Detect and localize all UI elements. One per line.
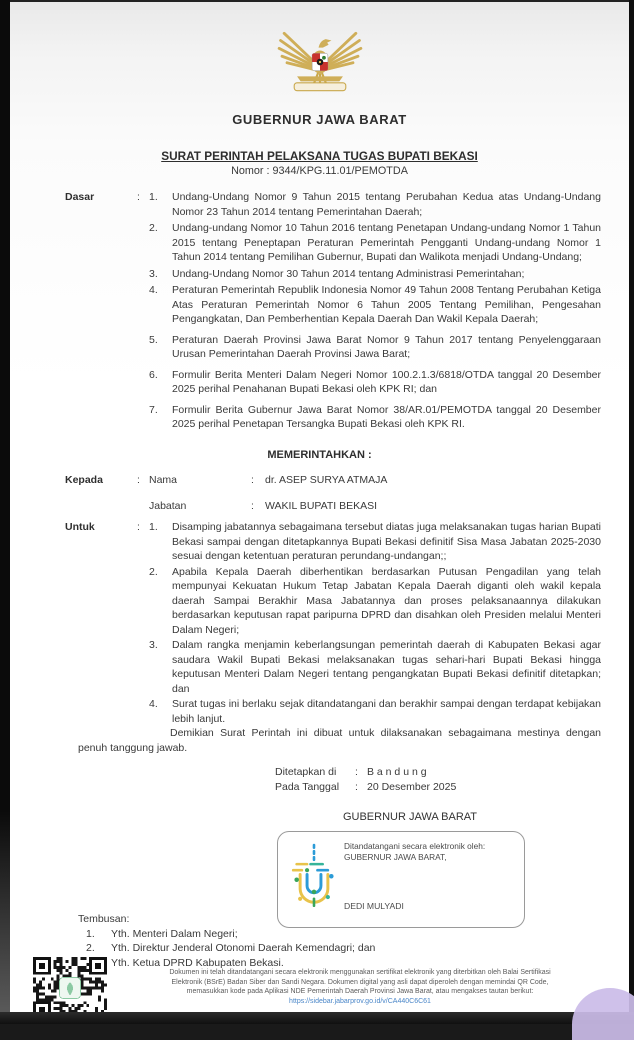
- screen-top-edge: [0, 0, 634, 2]
- signing-block: [275, 765, 456, 794]
- document-title: SURAT PERINTAH PELAKSANA TUGAS BUPATI BEKASI: [161, 149, 478, 163]
- document-page: [10, 2, 629, 1014]
- tembusan-item: Yth. Menteri Dalam Negeri;: [111, 927, 238, 940]
- kepada-field: [149, 499, 601, 514]
- untuk-item: Apabila Kepala Daerah diberhentikan berdasarkan Putusan Pengadilan yang telah mempunyai Kekuatan Hukum Tetap Jabatan Kepala Daerah diganti oleh wakil kepala daerah Sampai Berakhir Masa Jabatannya dan proses pelaksanaannya dilakukan berdasarkan keputusan rapat paripurna DPRD dan disahkan oleh Presiden melalui Menteri Dalam Negeri;: [172, 565, 601, 636]
- tembusan-list: [78, 927, 478, 971]
- untuk-colon: :: [137, 521, 140, 533]
- document-number: Nomor : 9344/KPG.11.01/PEMOTDA: [231, 165, 408, 177]
- kepada-field: [149, 473, 601, 488]
- dasar-item: Formulir Berita Gubernur Jawa Barat Nomor 38/AR.01/PEMOTDA tanggal 20 Desember 2025 perihal Penetapan Tersangka Bupati Bekasi oleh KPK RI.: [172, 403, 601, 430]
- kepada-label: Kepada: [65, 474, 103, 486]
- garuda-pancasila-emblem: [10, 16, 629, 113]
- esign-line1: Ditandatangani secara elektronik oleh:: [344, 841, 486, 851]
- untuk-label: Untuk: [65, 521, 95, 533]
- untuk-item: Dalam rangka menjamin keberlangsungan pemerintah daerah di Kabupaten Bekasi agar saudara Wakil Bupati Bekasi melaksanakan tugas sehari-hari Bupati Bekasi hingga keputusan Menteri Dalam Negeri tentang pengangkatan Bupati Bekasi definitif ditetapkan; dan: [172, 639, 601, 695]
- screen-bottom-bar: [0, 1012, 634, 1024]
- agency-name: GUBERNUR JAWA BARAT: [232, 112, 407, 127]
- qr-code-icon: [33, 957, 107, 1019]
- footer-line2: Elektronik (BSrE) Badan Siber dan Sandi Negara. Dokumen digital yang asli dapat diperoleh dengan memindai QR Code,: [171, 978, 549, 986]
- untuk-list: [149, 520, 601, 727]
- garuda-icon: [277, 16, 363, 108]
- dasar-item: Undang-Undang Nomor 9 Tahun 2015 tentang Perubahan Kedua atas Undang-Undang Nomor 23 Tahun 2014 tentang Pemerintahan Daerah;: [172, 191, 601, 218]
- screen-left-edge: [0, 0, 10, 1014]
- footer-line1: Dokumen ini telah ditandatangani secara elektronik menggunakan sertifikat elektronik yang diterbitkan oleh Balai Sertifikasi: [169, 969, 551, 976]
- place-label: Ditetapkan di: [275, 766, 337, 778]
- field-colon: :: [251, 499, 254, 512]
- dasar-colon: :: [137, 191, 140, 203]
- dasar-item: Peraturan Daerah Provinsi Jawa Barat Nomor 9 Tahun 2017 tentang Penyelenggaraan Urusan Pemerintahan Daerah Provinsi Jawa Barat;: [172, 333, 601, 360]
- date-colon: :: [355, 780, 358, 793]
- untuk-section: [65, 520, 629, 727]
- signer-name: DEDI MULYADI: [344, 900, 404, 911]
- footer-line3: memasukkan kode pada Aplikasi NDE Pemerintah Daerah Provinsi Jawa Barat, atau mengakses tautan berikut:: [186, 988, 534, 996]
- memerintahkan-heading: MEMERINTAHKAN :: [267, 449, 372, 461]
- kepada-fields: [149, 473, 601, 524]
- date-label: Pada Tanggal: [275, 780, 340, 793]
- footer-disclaimer: [100, 968, 620, 1006]
- field-key: Jabatan: [149, 499, 187, 512]
- esign-line2: GUBERNUR JAWA BARAT,: [344, 851, 447, 862]
- signer-title: GUBERNUR JAWA BARAT: [342, 811, 478, 823]
- dasar-section: [65, 190, 629, 434]
- place-value: B a n d u n g: [367, 766, 427, 778]
- field-value: dr. ASEP SURYA ATMAJA: [265, 474, 388, 486]
- dasar-label: Dasar: [65, 191, 95, 203]
- dasar-item: Undang-undang Nomor 10 Tahun 2016 tentang Penetapan Undang-undang Nomor 1 Tahun 2015 tentang Peneptapan Peraturan Pemerintah Pengganti Undang-undang Nomor 1 Tahun 2014 tentang Pemilihan Gubernur, Bupati dan Walikota menjadi Undang-Undang;: [172, 222, 601, 263]
- dasar-item: Peraturan Pemerintah Republik Indonesia Nomor 49 Tahun 2008 Tentang Perubahan Ketiga Atas Peraturan Pemerintah Nomor 6 Tahun 2005 Tentang Pemilihan, Pengesahan Pengangkatan, Dan Pemberhentian Kepala Daerah Dan Wakil Kepala Daerah;: [172, 284, 601, 325]
- dasar-item: Undang-Undang Nomor 30 Tahun 2014 tentang Administrasi Pemerintahan;: [172, 267, 525, 280]
- field-colon: :: [251, 474, 254, 486]
- place-colon: :: [355, 766, 358, 778]
- untuk-item: Surat tugas ini berlaku sejak ditandatangani dan berakhir sampai dengan terdapat kebijakan lebih lanjut.: [172, 698, 601, 725]
- field-key: Nama: [149, 474, 178, 486]
- digital-signature-logo-icon: [288, 841, 344, 919]
- kepada-section: [65, 473, 629, 524]
- untuk-item: Disamping jabatannya sebagaimana tersebut diatas juga melaksanakan tugas harian Bupati Bekasi sampai dengan ditetapkannya Bupati Bekasi definitif Sisa Masa Jabatan 2025-2030 sesuai dengan ketentuan peraturan perundang-undangan;;: [172, 521, 601, 562]
- date-value: 20 Desember 2025: [367, 780, 457, 793]
- tembusan-section: [78, 912, 478, 970]
- screen-right-edge: [629, 0, 634, 1014]
- tembusan-label: Tembusan:: [78, 913, 130, 925]
- tembusan-item: Yth. Direktur Jenderal Otonomi Daerah Kemendagri; dan: [111, 942, 376, 954]
- document-verification-link[interactable]: https://sidebar.jabarprov.go.id/v/CA440C6C61: [289, 997, 431, 1005]
- dasar-item: Formulir Berita Menteri Dalam Negeri Nomor 100.2.1.3/6818/OTDA tanggal 20 Desember 2025 perihal Penahanan Bupati Bekasi oleh KPK RI; dan: [172, 368, 601, 395]
- closing-paragraph: Demikian Surat Perintah ini dibuat untuk dilaksanakan sebagaimana mestinya dengan penuh tanggung jawab.: [78, 727, 601, 754]
- tembusan-item: Yth. Ketua DPRD Kabupaten Bekasi.: [111, 956, 284, 969]
- kepada-colon: :: [137, 474, 140, 486]
- dasar-list: [149, 190, 601, 434]
- field-value: WAKIL BUPATI BEKASI: [265, 499, 378, 512]
